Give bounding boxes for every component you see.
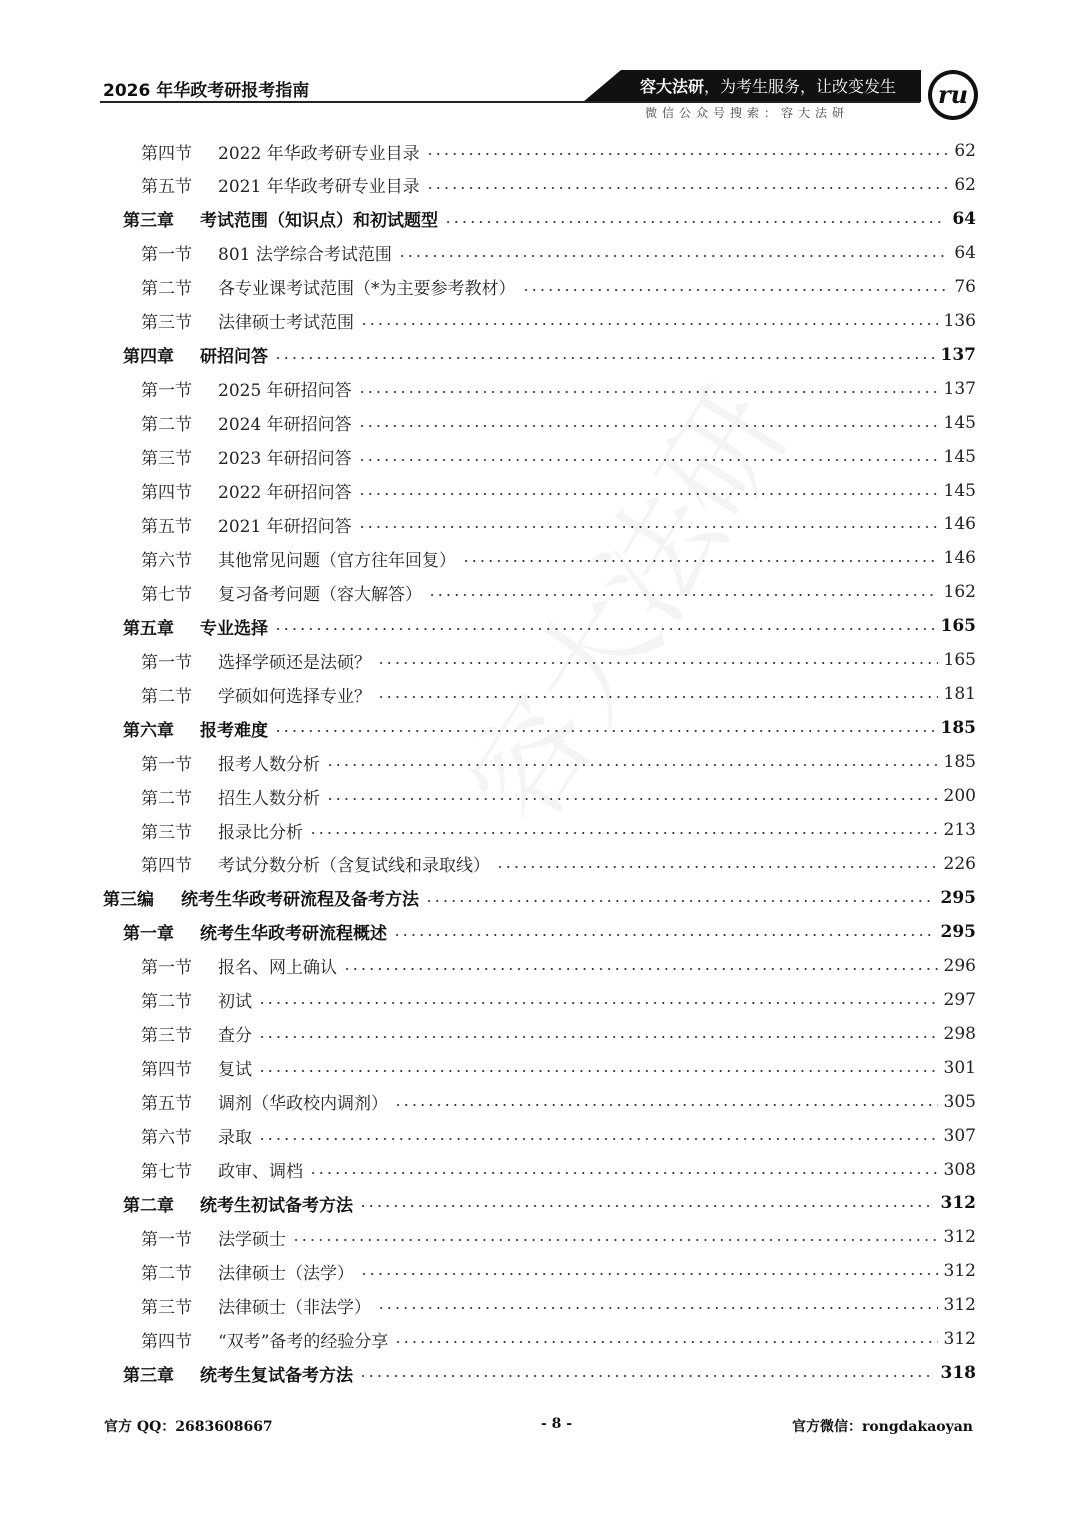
toc-entry-number: 第一节 xyxy=(141,245,192,266)
toc-entry-title: 报录比分析 xyxy=(218,822,303,843)
toc-entry-number: 第三节 xyxy=(141,449,192,470)
toc-entry-page: 296 xyxy=(943,955,976,976)
toc-entry-page: 305 xyxy=(943,1091,976,1112)
toc-entry-section[interactable] xyxy=(141,134,976,168)
toc-entry-title: 各专业课考试范围（*为主要参考教材） xyxy=(218,279,516,300)
toc-entry-section[interactable] xyxy=(141,813,976,847)
toc-dot-leader xyxy=(326,798,938,800)
toc-dot-leader xyxy=(292,1239,938,1241)
toc-dot-leader xyxy=(426,153,949,155)
toc-entry-number: 第三节 xyxy=(141,1297,192,1318)
toc-entry-page: 226 xyxy=(943,853,976,874)
toc-entry-title: 法律硕士（非法学） xyxy=(218,1297,371,1318)
toc-dot-leader xyxy=(274,357,935,359)
toc-entry-number: 第二节 xyxy=(141,992,192,1013)
toc-entry-section[interactable] xyxy=(141,983,976,1017)
toc-entry-section[interactable] xyxy=(141,304,976,338)
footer-page-number: - 8 - xyxy=(541,1416,573,1432)
toc-entry-title: 2021 年研招问答 xyxy=(218,516,352,537)
toc-dot-leader xyxy=(377,1307,938,1309)
footer-wechat: 官方微信：rongdakaoyan xyxy=(791,1419,973,1435)
toc-entry-page: 136 xyxy=(943,310,976,331)
toc-entry-number: 第一章 xyxy=(123,924,174,945)
toc-entry-title: 报名、网上确认 xyxy=(218,958,337,979)
toc-dot-leader xyxy=(274,730,935,732)
toc-entry-section[interactable] xyxy=(141,270,976,304)
toc-entry-page: 146 xyxy=(943,514,976,535)
toc-entry-page: 312 xyxy=(943,1227,976,1248)
toc-entry-title: 法学硕士 xyxy=(218,1229,286,1250)
toc-entry-page: 298 xyxy=(943,1023,976,1044)
toc-dot-leader xyxy=(377,696,938,698)
toc-entry-page: 162 xyxy=(943,582,976,603)
toc-entry-number: 第三节 xyxy=(141,313,192,334)
toc-entry-number: 第一节 xyxy=(141,1229,192,1250)
toc-dot-leader xyxy=(359,1205,935,1207)
toc-entry-number: 第六节 xyxy=(141,1128,192,1149)
toc-entry-title: 研招问答 xyxy=(200,347,268,368)
toc-entry-number: 第三节 xyxy=(141,1026,192,1047)
toc-dot-leader xyxy=(258,1138,938,1140)
toc-entry-number: 第四节 xyxy=(141,143,192,164)
toc-entry-chapter[interactable] xyxy=(123,711,976,745)
toc-dot-leader xyxy=(377,662,938,664)
toc-entry-number: 第二节 xyxy=(141,1263,192,1284)
toc-entry-page: 200 xyxy=(943,786,976,807)
toc-entry-section[interactable] xyxy=(141,745,976,779)
toc-entry-page: 185 xyxy=(940,718,976,739)
toc-dot-leader xyxy=(426,187,949,189)
toc-entry-number: 第三节 xyxy=(141,822,192,843)
toc-entry-title: 复试 xyxy=(218,1060,252,1081)
toc-entry-title: 调剂（华政校内调剂） xyxy=(218,1094,388,1115)
toc-entry-number: 第二节 xyxy=(141,788,192,809)
toc-entry-section[interactable] xyxy=(141,372,976,406)
toc-entry-number: 第二章 xyxy=(123,1195,174,1216)
toc-entry-section[interactable] xyxy=(141,1119,976,1153)
toc-entry-chapter[interactable] xyxy=(123,915,976,949)
toc-entry-chapter[interactable] xyxy=(123,1356,976,1390)
toc-dot-leader xyxy=(358,493,938,495)
toc-entry-chapter[interactable] xyxy=(123,1186,976,1220)
toc-entry-page: 64 xyxy=(954,242,976,263)
toc-dot-leader xyxy=(444,221,946,223)
toc-dot-leader xyxy=(309,1172,938,1174)
toc-entry-section[interactable] xyxy=(141,1017,976,1051)
toc-dot-leader xyxy=(258,1002,938,1004)
toc-entry-number: 第四节 xyxy=(141,856,192,877)
toc-entry-number: 第七节 xyxy=(141,584,192,605)
toc-entry-page: 312 xyxy=(940,1193,976,1214)
toc-entry-number: 第六章 xyxy=(123,720,174,741)
toc-entry-section[interactable] xyxy=(141,643,976,677)
toc-entry-title: 法律硕士（法学） xyxy=(218,1263,354,1284)
toc-entry-number: 第三编 xyxy=(103,890,154,911)
brand-slogan-text: ，为考生服务，让改变发生 xyxy=(704,77,897,96)
toc-entry-title: 报考难度 xyxy=(200,720,268,741)
brand-name: 容大法研 xyxy=(640,77,705,96)
toc-entry-page: 145 xyxy=(943,480,976,501)
toc-dot-leader xyxy=(496,866,938,868)
toc-dot-leader xyxy=(394,1104,938,1106)
brand-slogan xyxy=(640,74,920,97)
toc-entry-page: 145 xyxy=(943,446,976,467)
toc-entry-title: 录取 xyxy=(218,1128,252,1149)
toc-entry-number: 第一节 xyxy=(141,754,192,775)
toc-entry-title: 专业选择 xyxy=(200,618,268,639)
ru-logo-icon xyxy=(926,68,980,122)
toc-entry-title: 2023 年研招问答 xyxy=(218,449,352,470)
toc-entry-part[interactable] xyxy=(103,881,976,915)
toc-entry-section[interactable] xyxy=(141,507,976,541)
toc-entry-page: 64 xyxy=(952,208,976,229)
toc-entry-page: 137 xyxy=(940,344,976,365)
toc-entry-title: 统考生华政考研流程及备考方法 xyxy=(181,890,419,911)
toc-entry-number: 第三章 xyxy=(123,1365,174,1386)
toc-entry-number: 第五节 xyxy=(141,1094,192,1115)
toc-entry-page: 312 xyxy=(943,1329,976,1350)
toc-entry-number: 第二节 xyxy=(141,415,192,436)
toc-entry-number: 第四节 xyxy=(141,483,192,503)
toc-entry-section[interactable] xyxy=(141,541,976,575)
toc-dot-leader xyxy=(428,594,938,596)
toc-entry-section[interactable] xyxy=(141,168,976,202)
toc-entry-number: 第五节 xyxy=(141,177,192,198)
toc-entry-section[interactable] xyxy=(141,949,976,983)
toc-entry-section[interactable] xyxy=(141,1322,976,1356)
toc-entry-number: 第五节 xyxy=(141,516,192,537)
toc-entry-title: 2022 年研招问答 xyxy=(218,483,352,503)
toc-dot-leader xyxy=(462,560,938,562)
toc-dot-leader xyxy=(360,323,938,325)
toc-entry-section[interactable] xyxy=(141,474,976,508)
toc-entry-page: 312 xyxy=(943,1261,976,1282)
toc-entry-title: 报考人数分析 xyxy=(218,754,320,775)
toc-dot-leader xyxy=(274,628,935,630)
brand-subtitle: 微信公众号搜索：容大法研 xyxy=(645,106,850,120)
toc-entry-title: 2021 年华政考研专业目录 xyxy=(218,177,420,198)
toc-entry-section[interactable] xyxy=(141,1085,976,1119)
toc-entry-section[interactable] xyxy=(141,1153,976,1187)
toc-entry-number: 第二节 xyxy=(141,279,192,300)
toc-entry-title: 复习备考问题（容大解答） xyxy=(218,584,422,605)
toc-entry-page: 185 xyxy=(943,752,976,773)
toc-dot-leader xyxy=(326,764,938,766)
toc-entry-page: 62 xyxy=(954,174,976,195)
toc-dot-leader xyxy=(358,526,938,528)
toc-entry-number: 第二节 xyxy=(141,686,192,707)
toc-entry-page: 62 xyxy=(954,141,976,161)
toc-entry-title: 招生人数分析 xyxy=(218,788,320,809)
toc-dot-leader xyxy=(394,1341,937,1343)
toc-entry-page: 76 xyxy=(954,276,976,297)
toc-entry-page: 295 xyxy=(940,887,976,908)
toc-entry-title: 法律硕士考试范围 xyxy=(218,313,354,334)
toc-entry-page: 145 xyxy=(943,412,976,433)
toc-entry-page: 213 xyxy=(943,820,976,840)
toc-entry-title: 政审、调档 xyxy=(218,1162,303,1182)
toc-dot-leader xyxy=(309,832,938,834)
toc-entry-title: 考试范围（知识点）和初试题型 xyxy=(200,211,438,232)
toc-entry-page: 312 xyxy=(943,1295,976,1316)
toc-entry-number: 第四节 xyxy=(141,1331,192,1352)
toc-entry-section[interactable] xyxy=(141,1220,976,1254)
toc-entry-title: 2024 年研招问答 xyxy=(218,415,352,436)
toc-entry-page: 318 xyxy=(940,1363,976,1384)
toc-dot-leader xyxy=(358,459,938,461)
toc-dot-leader xyxy=(343,968,938,970)
toc-entry-section[interactable] xyxy=(141,1288,976,1322)
toc-dot-leader xyxy=(425,900,935,902)
toc-entry-page: 165 xyxy=(940,616,976,637)
toc-entry-section[interactable] xyxy=(141,779,976,813)
toc-entry-title: 统考生初试备考方法 xyxy=(200,1195,353,1216)
toc-entry-section[interactable] xyxy=(141,1051,976,1085)
toc-entry-section[interactable] xyxy=(141,236,976,270)
toc-entry-page: 297 xyxy=(943,989,976,1010)
toc-entry-title: 查分 xyxy=(218,1026,252,1047)
toc-entry-chapter[interactable] xyxy=(123,609,976,643)
toc-entry-number: 第三章 xyxy=(123,211,174,232)
toc-entry-page: 295 xyxy=(940,921,976,942)
toc-entry-number: 第一节 xyxy=(141,958,192,979)
toc-entry-section[interactable] xyxy=(141,575,976,609)
toc-entry-number: 第一节 xyxy=(141,381,192,402)
toc-entry-section[interactable] xyxy=(141,847,976,881)
toc-entry-number: 第四节 xyxy=(141,1060,192,1081)
header-divider xyxy=(100,101,920,103)
toc-entry-title: 统考生华政考研流程概述 xyxy=(200,924,387,945)
toc-entry-section[interactable] xyxy=(141,1254,976,1288)
toc-entry-title: 801 法学综合考试范围 xyxy=(218,245,392,266)
toc-entry-number: 第四章 xyxy=(123,347,174,368)
toc-dot-leader xyxy=(359,1375,935,1377)
toc-entry-number: 第五章 xyxy=(123,618,174,639)
toc-entry-section[interactable] xyxy=(141,677,976,711)
toc-dot-leader xyxy=(360,1273,938,1275)
toc-entry-chapter[interactable] xyxy=(123,338,976,372)
toc-entry-section[interactable] xyxy=(141,406,976,440)
toc-entry-number: 第六节 xyxy=(141,550,192,571)
logo-text: ru xyxy=(937,80,969,109)
toc-entry-title: 选择学硕还是法硕？ xyxy=(218,652,371,673)
toc-dot-leader xyxy=(398,255,949,257)
toc-entry-page: 301 xyxy=(943,1057,976,1078)
toc-entry-title: 2022 年华政考研专业目录 xyxy=(218,143,420,164)
toc-entry-title: 考试分数分析（含复试线和录取线） xyxy=(218,856,490,877)
toc-entry-number: 第七节 xyxy=(141,1162,192,1182)
toc-entry-page: 181 xyxy=(943,684,976,705)
toc-dot-leader xyxy=(522,289,949,291)
toc-entry-page: 146 xyxy=(943,548,976,569)
toc-entry-page: 308 xyxy=(943,1159,976,1180)
toc-entry-page: 307 xyxy=(943,1125,976,1146)
toc-entry-chapter[interactable] xyxy=(123,202,976,236)
toc-entry-section[interactable] xyxy=(141,440,976,474)
toc-entry-title: 学硕如何选择专业？ xyxy=(218,686,371,707)
toc-dot-leader xyxy=(358,425,938,427)
toc-dot-leader xyxy=(258,1070,938,1072)
toc-entry-title: 其他常见问题（官方往年回复） xyxy=(218,550,456,571)
toc-entry-title: 统考生复试备考方法 xyxy=(200,1365,353,1386)
toc-dot-leader xyxy=(258,1036,938,1038)
toc-entry-title: “双考”备考的经验分享 xyxy=(218,1331,389,1352)
toc-entry-title: 2025 年研招问答 xyxy=(218,381,352,402)
toc-dot-leader xyxy=(393,934,935,936)
toc-dot-leader xyxy=(358,391,938,393)
toc-entry-page: 165 xyxy=(943,650,976,671)
toc-entry-title: 初试 xyxy=(218,992,252,1013)
toc-entry-page: 137 xyxy=(943,378,976,399)
footer-qq: 官方 QQ：2683608667 xyxy=(104,1419,273,1435)
document-title: 2026 年华政考研报考指南 xyxy=(103,81,310,101)
toc-entry-number: 第一节 xyxy=(141,652,192,673)
